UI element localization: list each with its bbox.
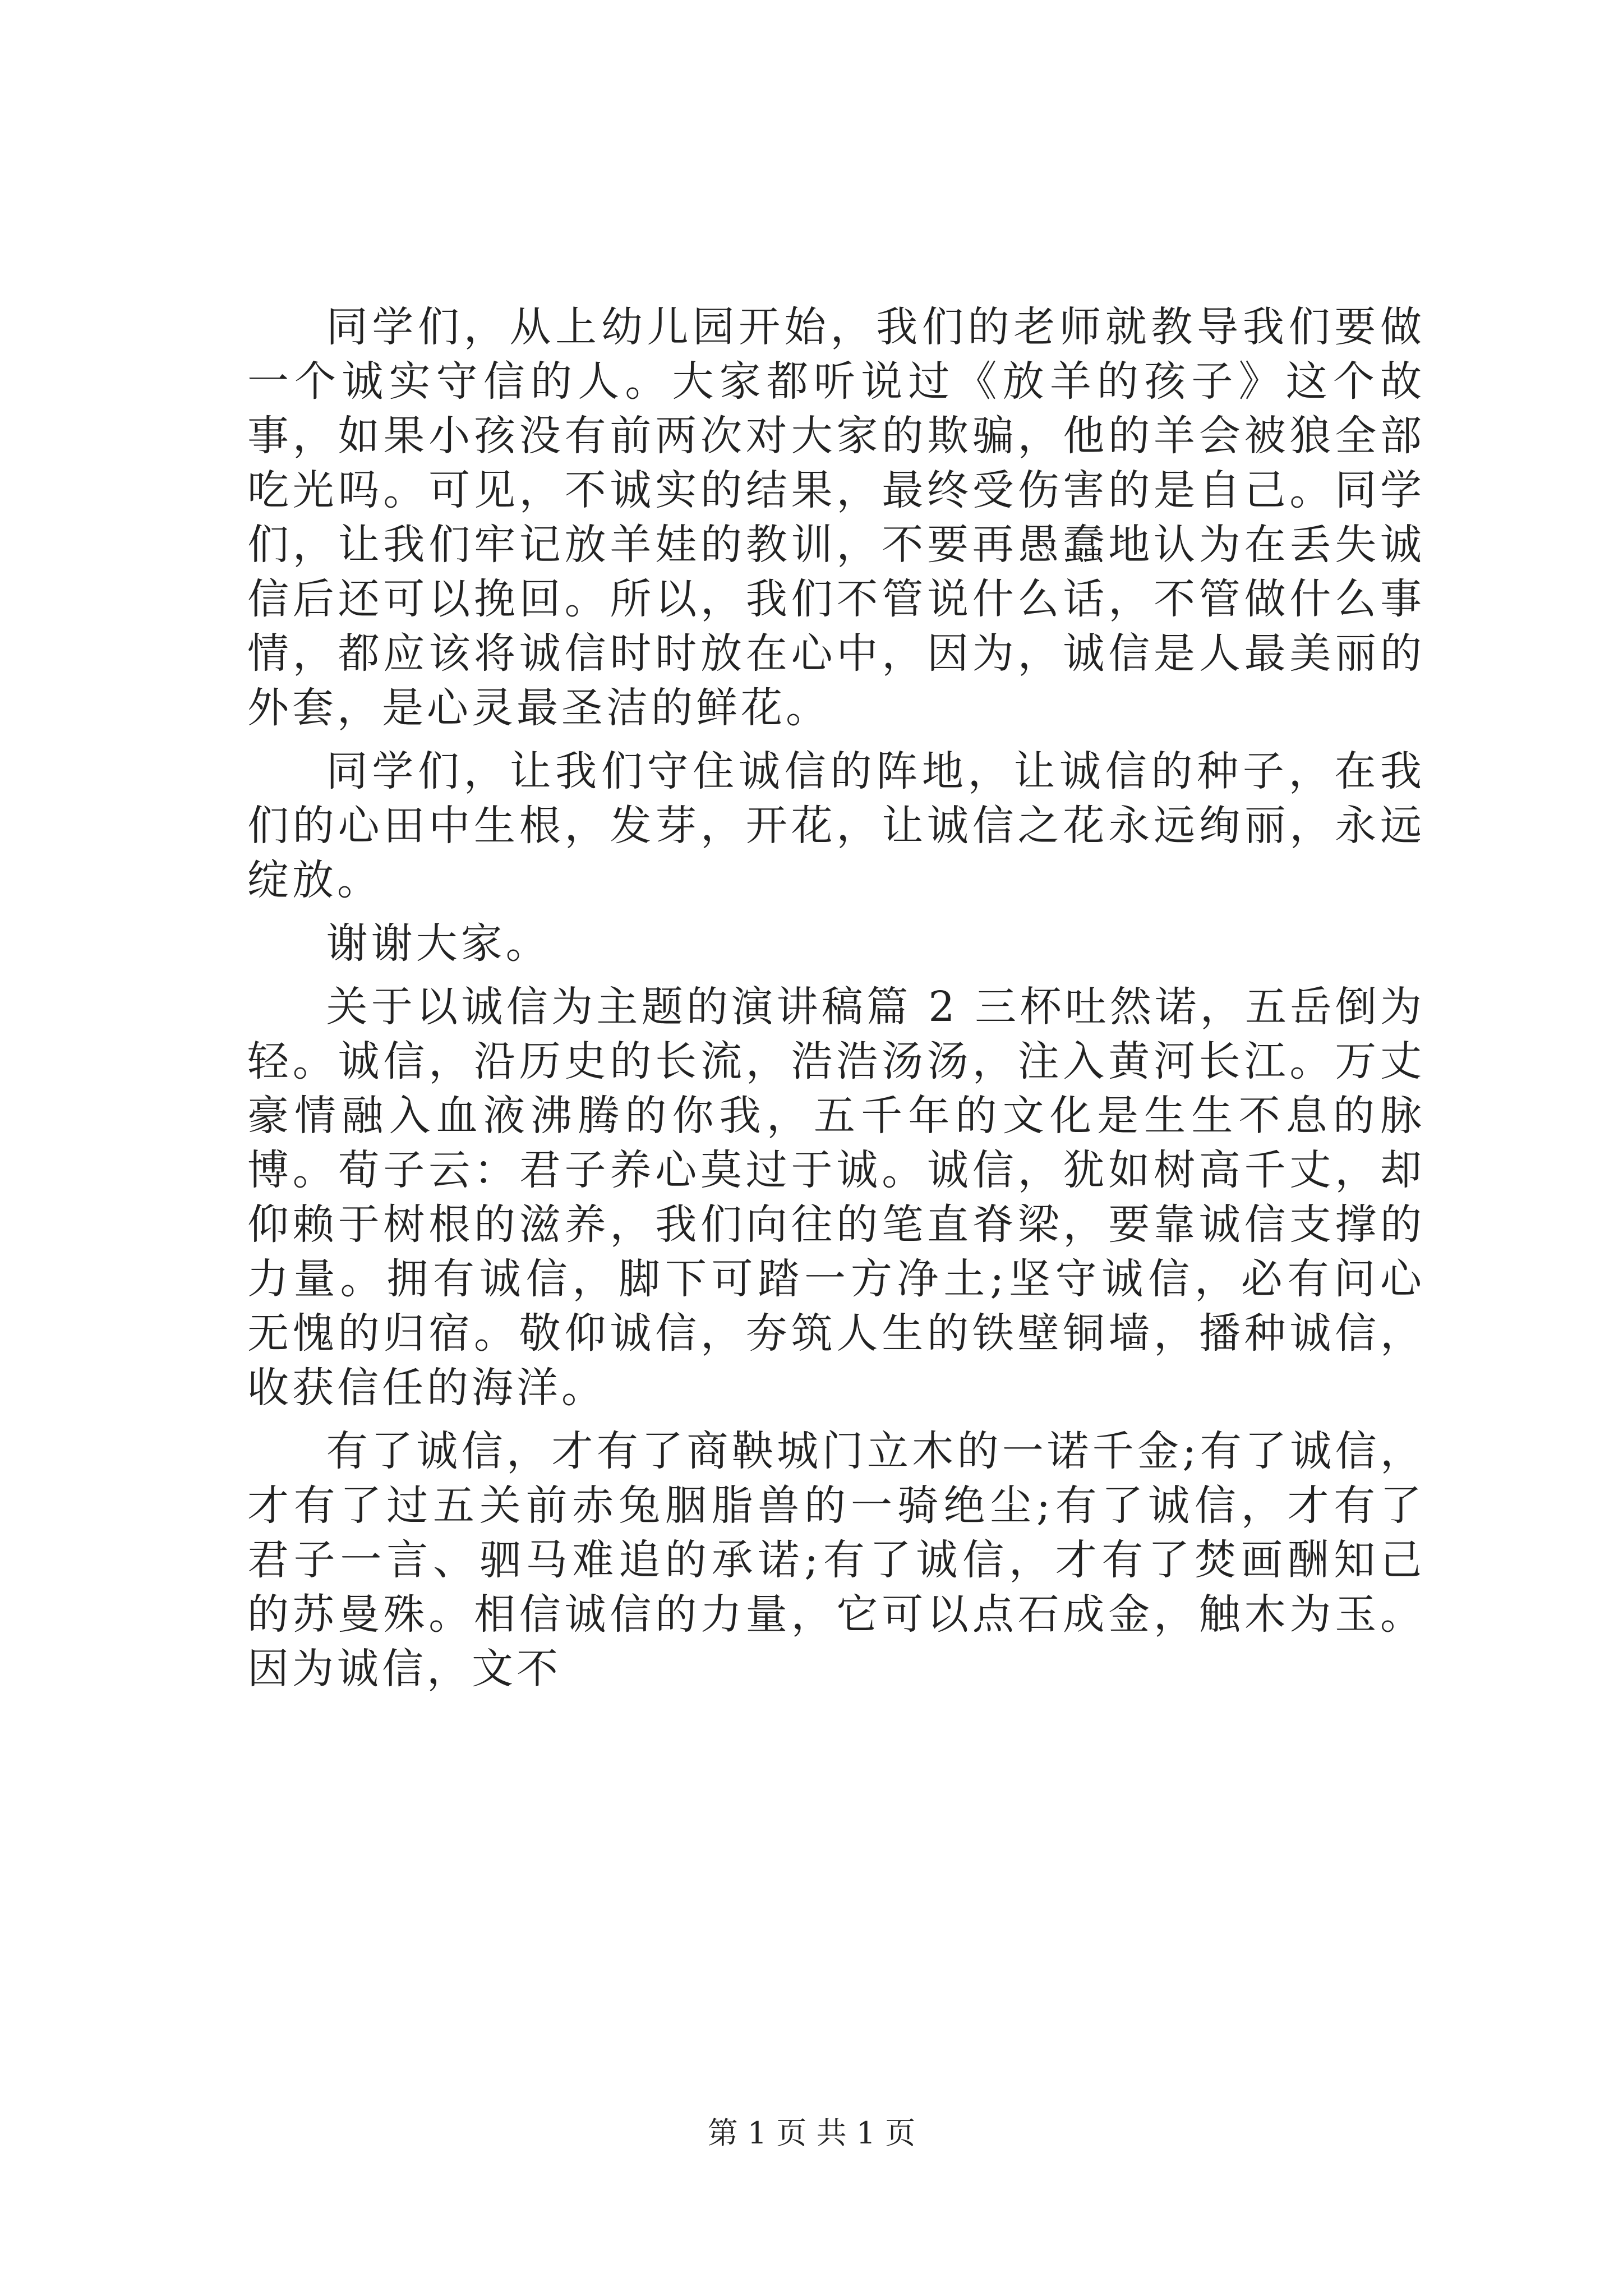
paragraph-2: 同学们，让我们守住诚信的阵地，让诚信的种子，在我们的心田中生根，发芽，开花，让诚信之花永远绚丽，永远绽放。 <box>247 747 1425 904</box>
paragraph-4: 关于以诚信为主题的演讲稿篇 2 三杯吐然诺，五岳倒为轻。诚信，沿历史的长流，浩浩汤汤，注入黄河长江。万丈豪情融入血液沸腾的你我，五千年的文化是生生不息的脉博。荀子云：君子养心莫过于诚。诚信，犹如树高千丈，却仰赖于树根的滋养，我们向往的笔直脊梁，要靠诚信支撑的力量。拥有诚信，脚下可踏一方净土;坚守诚信，必有问心无愧的归宿。敬仰诚信，夯筑人生的铁壁铜墙，播种诚信，收获信任的海洋。 <box>247 983 1425 1412</box>
paragraph-5: 有了诚信，才有了商鞅城门立木的一诺千金;有了诚信，才有了过五关前赤兔胭脂兽的一骑绝尘;有了诚信，才有了君子一言、驷马难追的承诺;有了诚信，才有了焚画酬知己的苏曼殊。相信诚信的力量，它可以点石成金，触木为玉。因为诚信，文不 <box>247 1427 1425 1693</box>
document-body <box>247 300 1425 1705</box>
paragraph-3: 谢谢大家。 <box>326 919 551 968</box>
paragraph-1: 同学们，从上幼儿园开始，我们的老师就教导我们要做一个诚实守信的人。大家都听说过《放羊的孩子》这个故事，如果小孩没有前两次对大家的欺骗，他的羊会被狼全部吃光吗。可见，不诚实的结果，最终受伤害的是自己。同学们，让我们牢记放羊娃的教训，不要再愚蠢地认为在丢失诚信后还可以挽回。所以，我们不管说什么话，不管做什么事情，都应该将诚信时时放在心中，因为，诚信是人最美丽的外套，是心灵最圣洁的鲜花。 <box>247 303 1425 732</box>
page-footer: 第 1 页 共 1 页 <box>707 2115 916 2151</box>
